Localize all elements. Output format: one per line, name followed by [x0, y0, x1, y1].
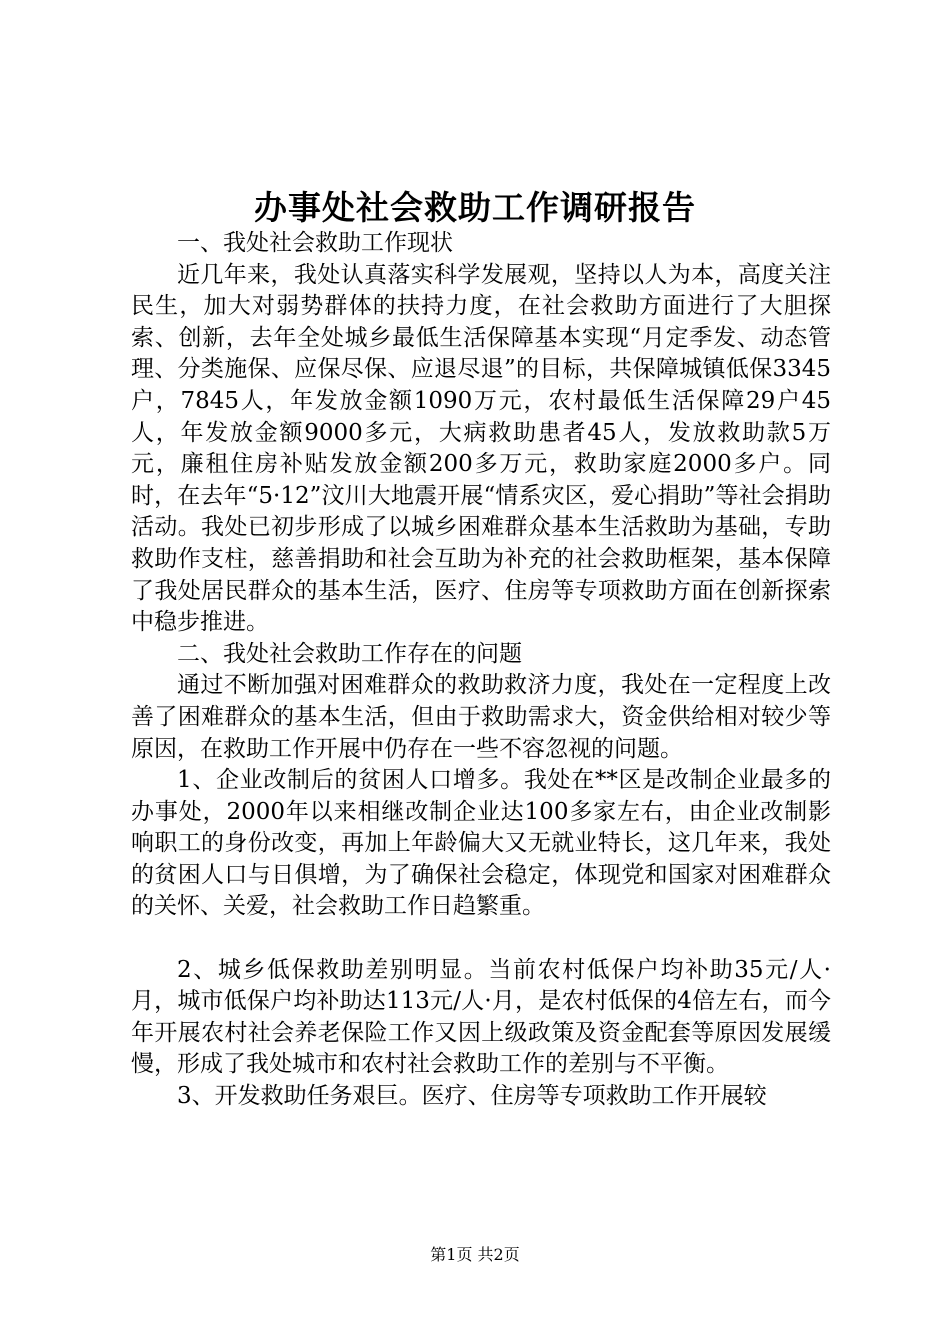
document-body: [131, 228, 831, 1113]
paragraph-problem-3: 3、开发救助任务艰巨。医疗、住房等专项救助工作开展较: [177, 1083, 767, 1110]
page-number-footer: 第1页 共2页: [430, 1245, 520, 1264]
paragraph-status-detail: 近几年来，我处认真落实科学发展观，坚持以人为本，高度关注民生，加大对弱势群体的扶持力度，在社会救助方面进行了大胆探索、创新，去年全处城乡最低生活保障基本实现“月定季发、动态管理、分类施保、应保尽保、应退尽退”的目标，共保障城镇低保3345户，7845人，年发放金额1090万元，农村最低生活保障29户45人，年发放金额9000多元，大病救助患者45人，发放救助款5万元，廉租住房补贴发放金额200多万元，救助家庭2000多户。同时，在去年“5·12”汶川大地震开展“情系灾区，爱心捐助”等社会捐助活动。我处已初步形成了以城乡困难群众基本生活救助为基础，专助救助作支柱，慈善捐助和社会互助为补充的社会救助框架，基本保障了我处居民群众的基本生活，医疗、住房等专项救助方面在创新探索中稳步推进。: [131, 261, 831, 636]
document-title: 办事处社会救助工作调研报告: [254, 188, 696, 227]
paragraph-problems-intro: 通过不断加强对困难群众的救助救济力度，我处在一定程度上改善了困难群众的基本生活，但由于救助需求大，资金供给相对较少等原因，在救助工作开展中仍存在一些不容忽视的问题。: [131, 672, 831, 762]
paragraph-problem-2: 2、城乡低保救助差别明显。当前农村低保户均补助35元/人·月，城市低保户均补助达113元/人·月，是农村低保的4倍左右，而今年开展农村社会养老保险工作又因上级政策及资金配套等原因发展缓慢，形成了我处城市和农村社会救助工作的差别与不平衡。: [131, 956, 831, 1078]
paragraph-problem-1: 1、企业改制后的贫困人口增多。我处在**区是改制企业最多的办事处，2000年以来相继改制企业达100多家左右，由企业改制影响职工的身份改变，再加上年龄偏大又无就业特长，这几年来，我处的贫困人口与日俱增，为了确保社会稳定，体现党和国家对困难群众的关怀、关爱，社会救助工作日趋繁重。: [131, 767, 831, 920]
section-heading-problems: 二、我处社会救助工作存在的问题: [177, 640, 522, 667]
section-heading-status: 一、我处社会救助工作现状: [177, 230, 453, 256]
